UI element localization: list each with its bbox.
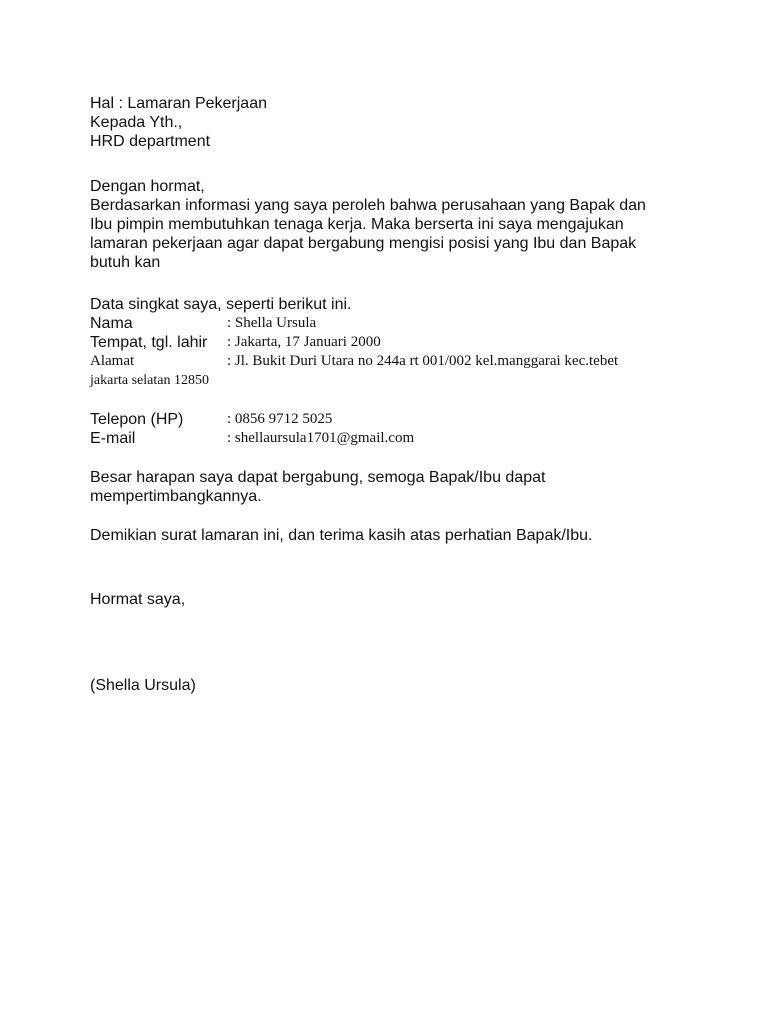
- subject-line: Hal : Lamaran Pekerjaan: [90, 95, 267, 112]
- thanks-paragraph: [90, 526, 680, 545]
- data-row-birth: [90, 333, 680, 352]
- contact-value: : 0856 9712 5025: [227, 411, 333, 427]
- hope-text-line: mempertimbangkannya.: [90, 488, 262, 505]
- personal-data-section: [90, 295, 680, 390]
- recipient-department: HRD department: [90, 133, 211, 150]
- contact-row-phone: [90, 410, 680, 429]
- regards-text: Hormat saya,: [90, 591, 186, 608]
- data-label: Alamat: [90, 353, 135, 369]
- opening-text-line: Berdasarkan informasi yang saya peroleh bahwa perusahaan yang Bapak dan: [90, 197, 646, 214]
- data-value: : Shella Ursula: [227, 315, 317, 331]
- data-value: : Jakarta, 17 Januari 2000: [227, 334, 381, 350]
- data-value: : Jl. Bukit Duri Utara no 244a rt 001/002 kel.manggarai kec.tebet: [227, 353, 619, 369]
- hope-paragraph: [90, 468, 680, 506]
- contact-label: E-mail: [90, 430, 136, 447]
- contact-section: [90, 410, 680, 448]
- data-intro: Data singkat saya, seperti berikut ini.: [90, 296, 352, 313]
- hope-text-line: Besar harapan saya dapat bergabung, semoga Bapak/Ibu dapat: [90, 469, 546, 486]
- address-continuation: jakarta selatan 12850: [90, 373, 209, 388]
- contact-value: : shellaursula1701@gmail.com: [227, 430, 415, 446]
- recipient-line: Kepada Yth.,: [90, 114, 183, 131]
- contact-row-email: [90, 429, 680, 448]
- opening-text-line: Ibu pimpin membutuhkan tenaga kerja. Maka berserta ini saya mengajukan: [90, 216, 624, 233]
- opening-paragraph: [90, 177, 680, 272]
- opening-text-line: lamaran pekerjaan agar dapat bergabung mengisi posisi yang Ibu dan Bapak: [90, 235, 637, 252]
- data-label: Nama: [90, 315, 133, 332]
- greeting: Dengan hormat,: [90, 178, 205, 195]
- data-row-address: [90, 352, 680, 371]
- data-row-name: [90, 314, 680, 333]
- letter-header: [90, 94, 680, 151]
- regards-block: [90, 590, 680, 609]
- signature-block: [90, 676, 680, 695]
- thanks-text: Demikian surat lamaran ini, dan terima kasih atas perhatian Bapak/Ibu.: [90, 527, 593, 544]
- signature-name: (Shella Ursula): [90, 677, 196, 694]
- contact-label: Telepon (HP): [90, 411, 184, 428]
- opening-text-line: butuh kan: [90, 254, 161, 271]
- data-label: Tempat, tgl. lahir: [90, 334, 208, 351]
